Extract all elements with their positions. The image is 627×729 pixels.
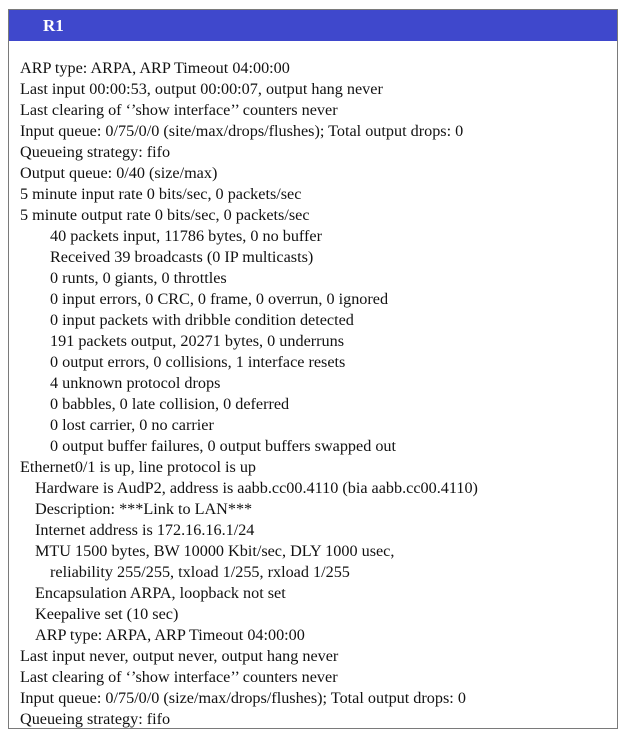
console-line: Last input never, output never, output hang never [20,647,339,665]
console-line: 191 packets output, 20271 bytes, 0 underruns [50,332,345,350]
console-line: Description: ***Link to LAN*** [35,500,253,518]
console-line: 0 output buffer failures, 0 output buffers swapped out [50,437,397,455]
console-line: Received 39 broadcasts (0 IP multicasts) [50,248,314,266]
window-title: R1 [43,16,64,35]
console-line: 0 input packets with dribble condition detected [50,311,354,329]
console-line: Input queue: 0/75/0/0 (size/max/drops/flushes); Total output drops: 0 [20,689,466,707]
console-line: 0 input errors, 0 CRC, 0 frame, 0 overrun, 0 ignored [50,290,389,308]
console-line: ARP type: ARPA, ARP Timeout 04:00:00 [35,626,305,644]
console-line: Keepalive set (10 sec) [35,605,179,623]
console-line: Encapsulation ARPA, loopback not set [35,584,286,602]
console-line: 0 runts, 0 giants, 0 throttles [50,269,227,287]
console-line: Last clearing of ‘’show interface’’ counters never [20,101,338,119]
console-line: Ethernet0/1 is up, line protocol is up [20,458,257,476]
console-line: Last clearing of ‘’show interface’’ counters never [20,668,338,686]
console-output [20,58,613,729]
console-line: ARP type: ARPA, ARP Timeout 04:00:00 [20,59,290,77]
console-line: Hardware is AudP2, address is aabb.cc00.4110 (bia aabb.cc00.4110) [35,479,478,497]
console-line: 0 lost carrier, 0 no carrier [50,416,214,434]
console-line: Input queue: 0/75/0/0 (site/max/drops/flushes); Total output drops: 0 [20,122,464,140]
console-line: MTU 1500 bytes, BW 10000 Kbit/sec, DLY 1000 usec, [35,542,395,560]
console-line: 0 babbles, 0 late collision, 0 deferred [50,395,290,413]
window-title-bar [9,10,617,41]
console-line: Queueing strategy: fifo [20,143,171,161]
router-output-window [8,9,618,729]
console-line: Internet address is 172.16.16.1/24 [35,521,255,539]
console-line: Queueing strategy: fifo [20,710,171,728]
console-line: reliability 255/255, txload 1/255, rxload 1/255 [50,563,350,581]
console-line: Output queue: 0/40 (size/max) [20,164,218,182]
console-line: Last input 00:00:53, output 00:00:07, output hang never [20,80,383,98]
console-line: 5 minute output rate 0 bits/sec, 0 packets/sec [20,206,310,224]
console-line: 0 output errors, 0 collisions, 1 interface resets [50,353,346,371]
console-line: 40 packets input, 11786 bytes, 0 no buffer [50,227,322,245]
console-line: 4 unknown protocol drops [50,374,221,392]
console-line: 5 minute input rate 0 bits/sec, 0 packets/sec [20,185,302,203]
